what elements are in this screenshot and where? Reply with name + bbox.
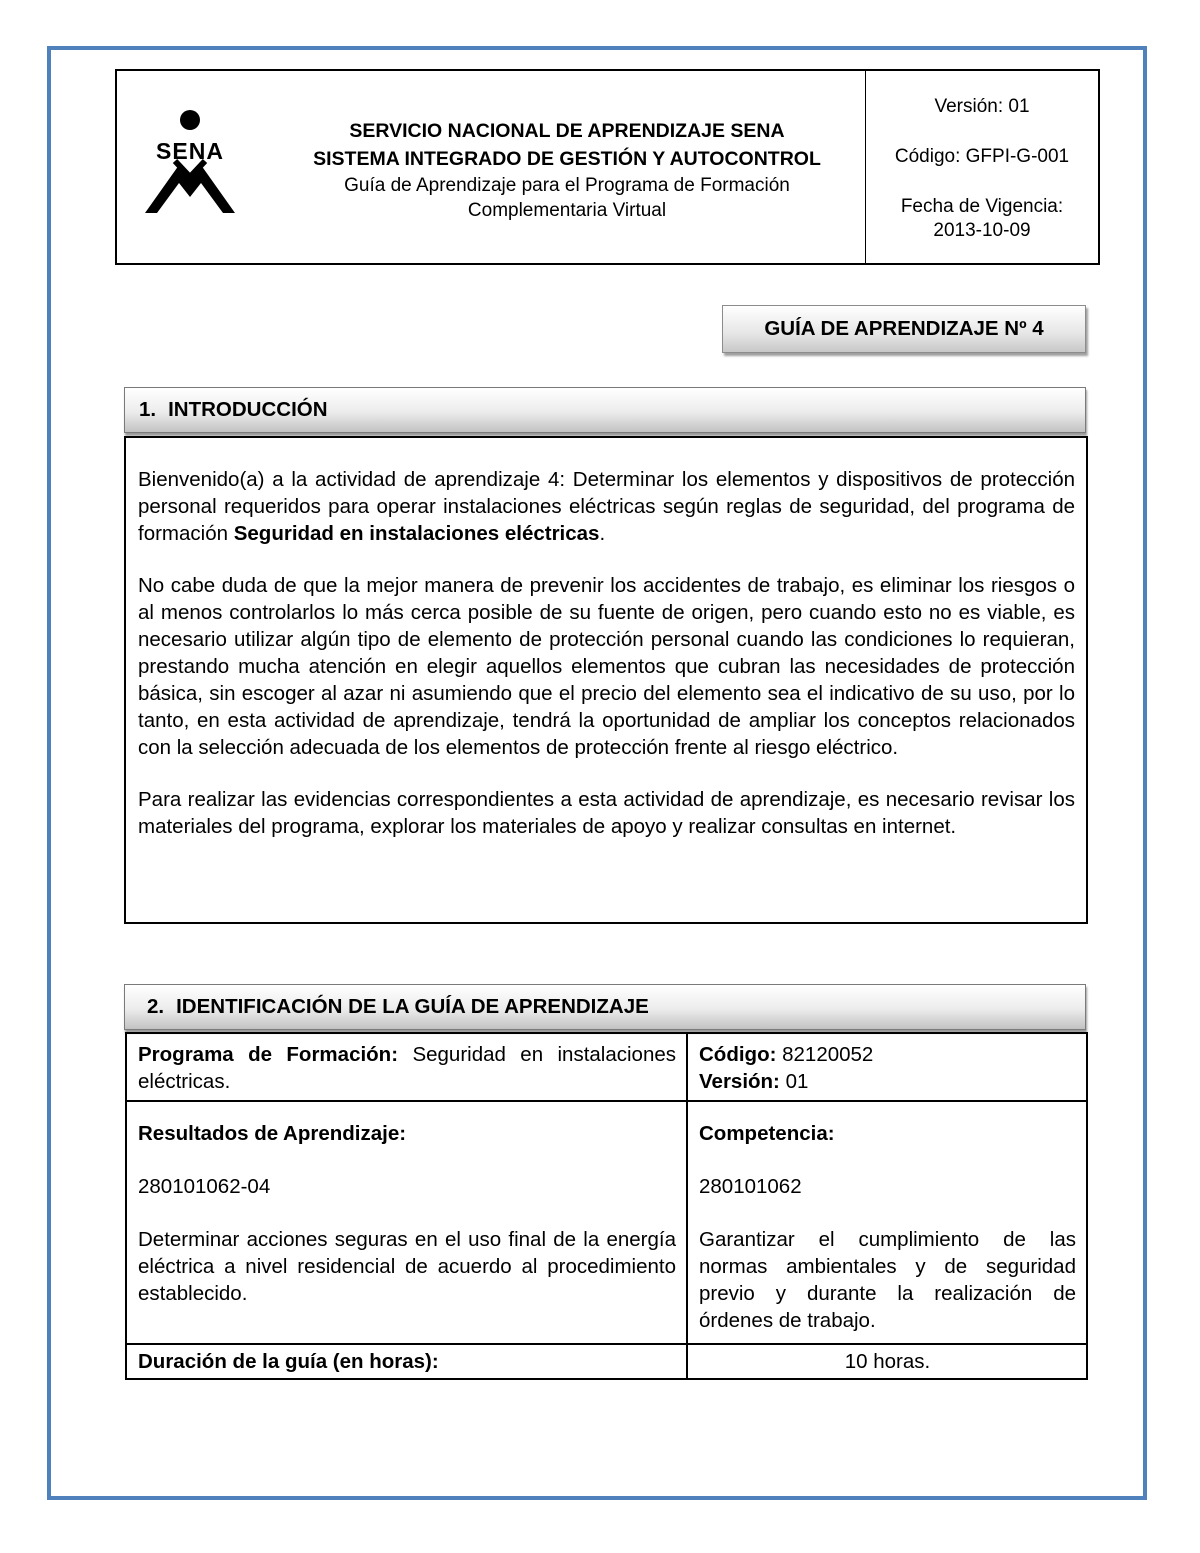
duration-value: 10 horas. (844, 1350, 931, 1373)
version-text: Versión: 01 (934, 96, 1030, 117)
validity-date: 2013-10-09 (933, 220, 1031, 241)
program-label: Programa de Formación: (138, 1043, 399, 1066)
competence-label: Competencia: (699, 1122, 835, 1145)
results-cell (126, 1101, 687, 1344)
competence-text: Garantizar el cumplimiento de las normas ambientales y de seguridad previo y durante la realización de órdenes de trabajo. (699, 1228, 1076, 1332)
table-row (126, 1033, 1087, 1101)
intro-paragraph-2: No cabe duda de que la mejor manera de prevenir los accidentes de trabajo, es eliminar los riesgos o al menos controlarlos lo más cerca posible de su fuente de origen, pero cuando esto no es viable, es necesario utilizar algún tipo de elemento de protección personal cuando las condiciones lo requieran, prestando mucha atención en elegir aquellos elementos que cubran las necesidades de protección básica, sin escoger al azar ni asumiendo que el precio del elemento sea el indicativo de su uso, por lo tanto, en esta actividad de aprendizaje, tendrá la oportunidad de ampliar los conceptos relacionados con la selección adecuada de los elementos de protección frente al riesgo eléctrico. (138, 574, 1075, 759)
competence-cell (687, 1101, 1087, 1344)
section-1-title: INTRODUCCIÓN (168, 398, 328, 421)
version-value: 01 (785, 1070, 809, 1093)
competence-code: 280101062 (699, 1175, 802, 1198)
table-row (126, 1344, 1087, 1379)
results-text: Determinar acciones seguras en el uso final de la energía eléctrica a nivel residencial de acuerdo al procedimiento establecido. (138, 1228, 676, 1305)
system-name: SISTEMA INTEGRADO DE GESTIÓN Y AUTOCONTROL (313, 148, 821, 170)
introduction-box (124, 436, 1088, 924)
header-text (282, 117, 852, 223)
duration-label-cell (126, 1344, 687, 1379)
document-type-2: Complementaria Virtual (467, 200, 667, 221)
results-code: 280101062-04 (138, 1175, 271, 1198)
intro-p1-text: Bienvenido(a) a la actividad de aprendizaje 4: Determinar los elementos y dispositivos de protección personal requeridos para operar instalaciones eléctricas según reglas de seguridad, del programa de formación (138, 468, 1075, 545)
section-2-header (124, 984, 1086, 1030)
code-text: Código: GFPI-G-001 (894, 146, 1070, 167)
guide-title: GUÍA DE APRENDIZAJE Nº 4 (764, 317, 1044, 340)
table-row (126, 1101, 1087, 1344)
duration-label: Duración de la guía (en horas): (138, 1350, 439, 1373)
duration-value-cell (687, 1344, 1087, 1379)
header-meta-cell (866, 71, 1098, 263)
section-1-number: 1. (139, 398, 157, 421)
version-label: Versión: (699, 1070, 780, 1093)
logo-text: SENA (156, 138, 224, 164)
section-2-title: IDENTIFICACIÓN DE LA GUÍA DE APRENDIZAJE (176, 995, 649, 1018)
code-value: 82120052 (782, 1043, 874, 1066)
document-header (115, 69, 1100, 265)
results-label: Resultados de Aprendizaje: (138, 1122, 407, 1145)
validity-label: Fecha de Vigencia: (900, 196, 1064, 217)
document-type: Guía de Aprendizaje para el Programa de Formación (344, 175, 790, 196)
header-title-cell (117, 71, 866, 263)
section-2-number: 2. (147, 995, 165, 1018)
intro-paragraph-1 (138, 466, 1075, 547)
program-cell (126, 1033, 687, 1101)
section-1-header (124, 387, 1086, 433)
program-value: Seguridad en instalaciones eléctricas. (138, 1043, 677, 1093)
code-label: Código: (699, 1043, 777, 1066)
intro-paragraph-3: Para realizar las evidencias correspondientes a esta actividad de aprendizaje, es necesario revisar los materiales del programa, explorar los materiales de apoyo y realizar consultas en internet. (138, 788, 1075, 838)
intro-p1-end: . (599, 522, 606, 545)
guide-title-box (722, 305, 1086, 353)
institution-name: SERVICIO NACIONAL DE APRENDIZAJE SENA (349, 120, 785, 142)
code-version-cell (687, 1033, 1087, 1101)
identification-table (125, 1032, 1088, 1380)
program-name-bold: Seguridad en instalaciones eléctricas (233, 522, 600, 545)
